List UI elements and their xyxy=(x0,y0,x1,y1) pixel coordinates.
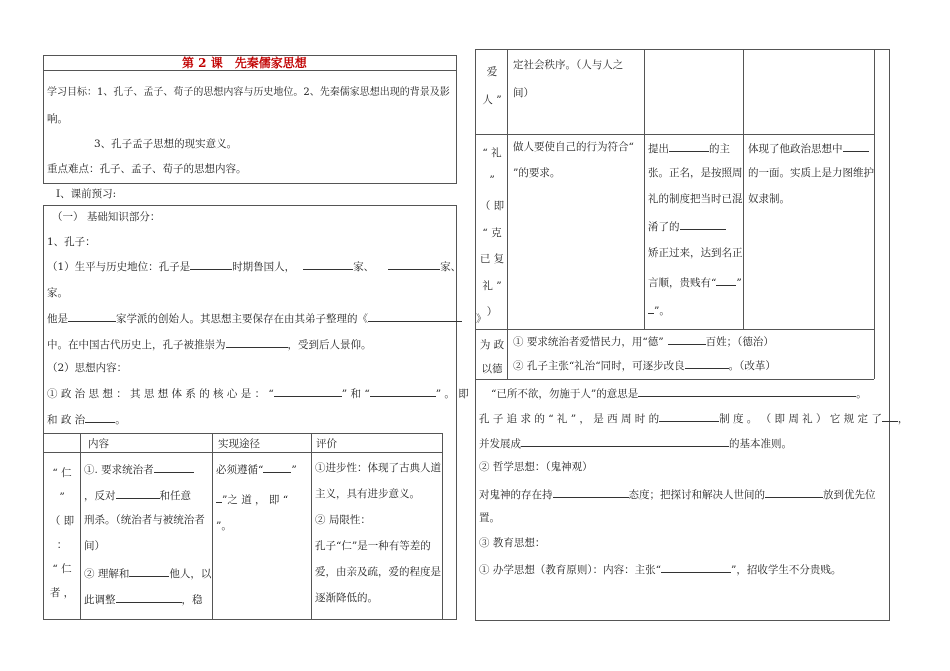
ren-method-3: ”。 xyxy=(216,520,232,532)
li-method-3: 礼的制度把当时已混 xyxy=(648,193,743,205)
objectives-line-1: 学习目标：1、孔子、孟子、荀子的思想内容与历史地位。2、先秦儒家思想出现的背景及影 xyxy=(47,87,450,98)
row1-content-2: 间） xyxy=(513,87,534,99)
li-content-1: 做人要使自己的行为符合“ xyxy=(513,141,634,153)
objectives-line-3: 3、孔子孟子思想的现实意义。 xyxy=(94,138,238,150)
edu-line-1: ① 办学思想（教育原则）：内容：主张“ ”，招收学生不分贵贱。 xyxy=(479,561,841,577)
status-line: 中。在中国古代历史上，孔子被推崇为 ，受到后人景仰。 xyxy=(47,336,372,352)
li-method-1: 提出 的主 xyxy=(648,140,730,156)
political-line-1: ① 政 治 思 想 ： 其 思 想 体 系 的 核 心 是 ： “ ” 和 “ ” 。 即 xyxy=(47,385,469,401)
ren-eval-5: 爱，由亲及疏，爱的程度是 xyxy=(315,566,441,578)
key-points: 重点难点：孔子、孟子、荀子的思想内容。 xyxy=(47,163,247,175)
ren-eval-1: ①进步性：体现了古典人道 xyxy=(315,462,441,474)
ren-content-2: ，反对 和任意 xyxy=(84,487,191,503)
li-rite-line-2: 并发展成 的基本准则。 xyxy=(479,435,792,451)
philosophy-heading: ② 哲学思想：（鬼神观） xyxy=(479,461,593,473)
wz-label: 为 政 以德 xyxy=(479,339,505,375)
ren-method-1: 必须遵循“ ” xyxy=(216,461,297,477)
li-method-2: 张。正名，是按照周 xyxy=(648,167,743,179)
life-line-2: 家。 xyxy=(47,287,68,299)
li-method-6: 言顺，贵贱有“ ” xyxy=(648,274,742,290)
ren-eval-2: 主义，具有进步意义。 xyxy=(315,488,420,500)
ren-content-6: 此调整 ，稳 xyxy=(84,591,203,607)
ren-content-5: ② 理解和 他人，以 xyxy=(84,565,211,581)
li-content-2: ”的要求。 xyxy=(513,167,561,179)
th-method: 实现途径 xyxy=(218,438,260,450)
ren-method-2: ”之 道 ， 即 “ xyxy=(216,491,288,507)
li-method-5: 矫正过来，达到名正 xyxy=(648,247,743,259)
school-line: 他是 家学派的创始人。其思想主要保存在由其弟子整理的《 》 xyxy=(47,310,487,326)
ghost-line-1: 对鬼神的存在持 态度；把探讨和解决人世间的 放到优先位 xyxy=(479,486,876,502)
li-rite-line-1: 孔 子 追 求 的 “ 礼 ” ， 是 西 周 时 的 制 度 。 （ 即 周 礼 ） 它 规 定 了 ， xyxy=(479,410,908,426)
ren-content-1: ①. 要求统治者 xyxy=(84,461,194,477)
ren-content-3: 刑杀。（统治者与被统治者 xyxy=(84,514,205,526)
political-line-2: 和 政 治 。 xyxy=(47,411,126,427)
basic-heading: （一） 基础知识部分： xyxy=(52,211,161,223)
ren-label: “ 仁 ” （ 即 ： “ 仁 者 ， xyxy=(49,467,75,599)
life-line-1: （1）生平与历史地位：孔子是 时期鲁国人， 家、 家、 xyxy=(47,258,461,274)
th-content: 内容 xyxy=(88,438,109,450)
thought-heading: （2）思想内容： xyxy=(47,362,128,374)
th-evaluation: 评价 xyxy=(316,438,337,450)
education-heading: ③ 教育思想： xyxy=(479,537,546,549)
ghost-line-2: 置。 xyxy=(479,512,500,524)
li-method-4: 淆了的 xyxy=(648,218,726,234)
ren-eval-4: 孔子“仁”是一种有等差的 xyxy=(315,540,431,552)
li-eval-3: 奴隶制。 xyxy=(748,193,790,205)
jisuo-line: “已所不欲，勿施于人”的意思是 。 xyxy=(491,385,867,401)
row1-label: 爱 人 ” xyxy=(482,66,502,106)
ren-content-4: 间） xyxy=(84,540,105,552)
ren-eval-3: ② 局限性： xyxy=(315,514,371,526)
objectives-line-2: 响。 xyxy=(47,113,68,125)
confucius-heading: 1、孔子： xyxy=(47,236,96,248)
li-eval-2: 的一面。实质上是力图维护 xyxy=(748,167,874,179)
section-preview: Ⅰ、课前预习: xyxy=(56,188,117,200)
wz-line-1: ① 要求统治者爱惜民力，用“德” 百姓；（德治） xyxy=(513,333,774,349)
ren-eval-6: 逐渐降低的。 xyxy=(315,592,378,604)
li-method-7: ”。 xyxy=(648,302,670,318)
row1-content-1: 定社会秩序。（人与人之 xyxy=(513,59,624,71)
lesson-title: 第 2 课 先秦儒家思想 xyxy=(182,56,307,70)
li-label: “ 礼 ” （ 即 “ 克 已 复 礼 ” ） xyxy=(479,147,505,318)
wz-line-2: ② 孔子主张“礼治“同时，可逐步改良 。（改革） xyxy=(513,357,776,373)
li-eval-1: 体现了他政治思想中 xyxy=(748,140,869,156)
